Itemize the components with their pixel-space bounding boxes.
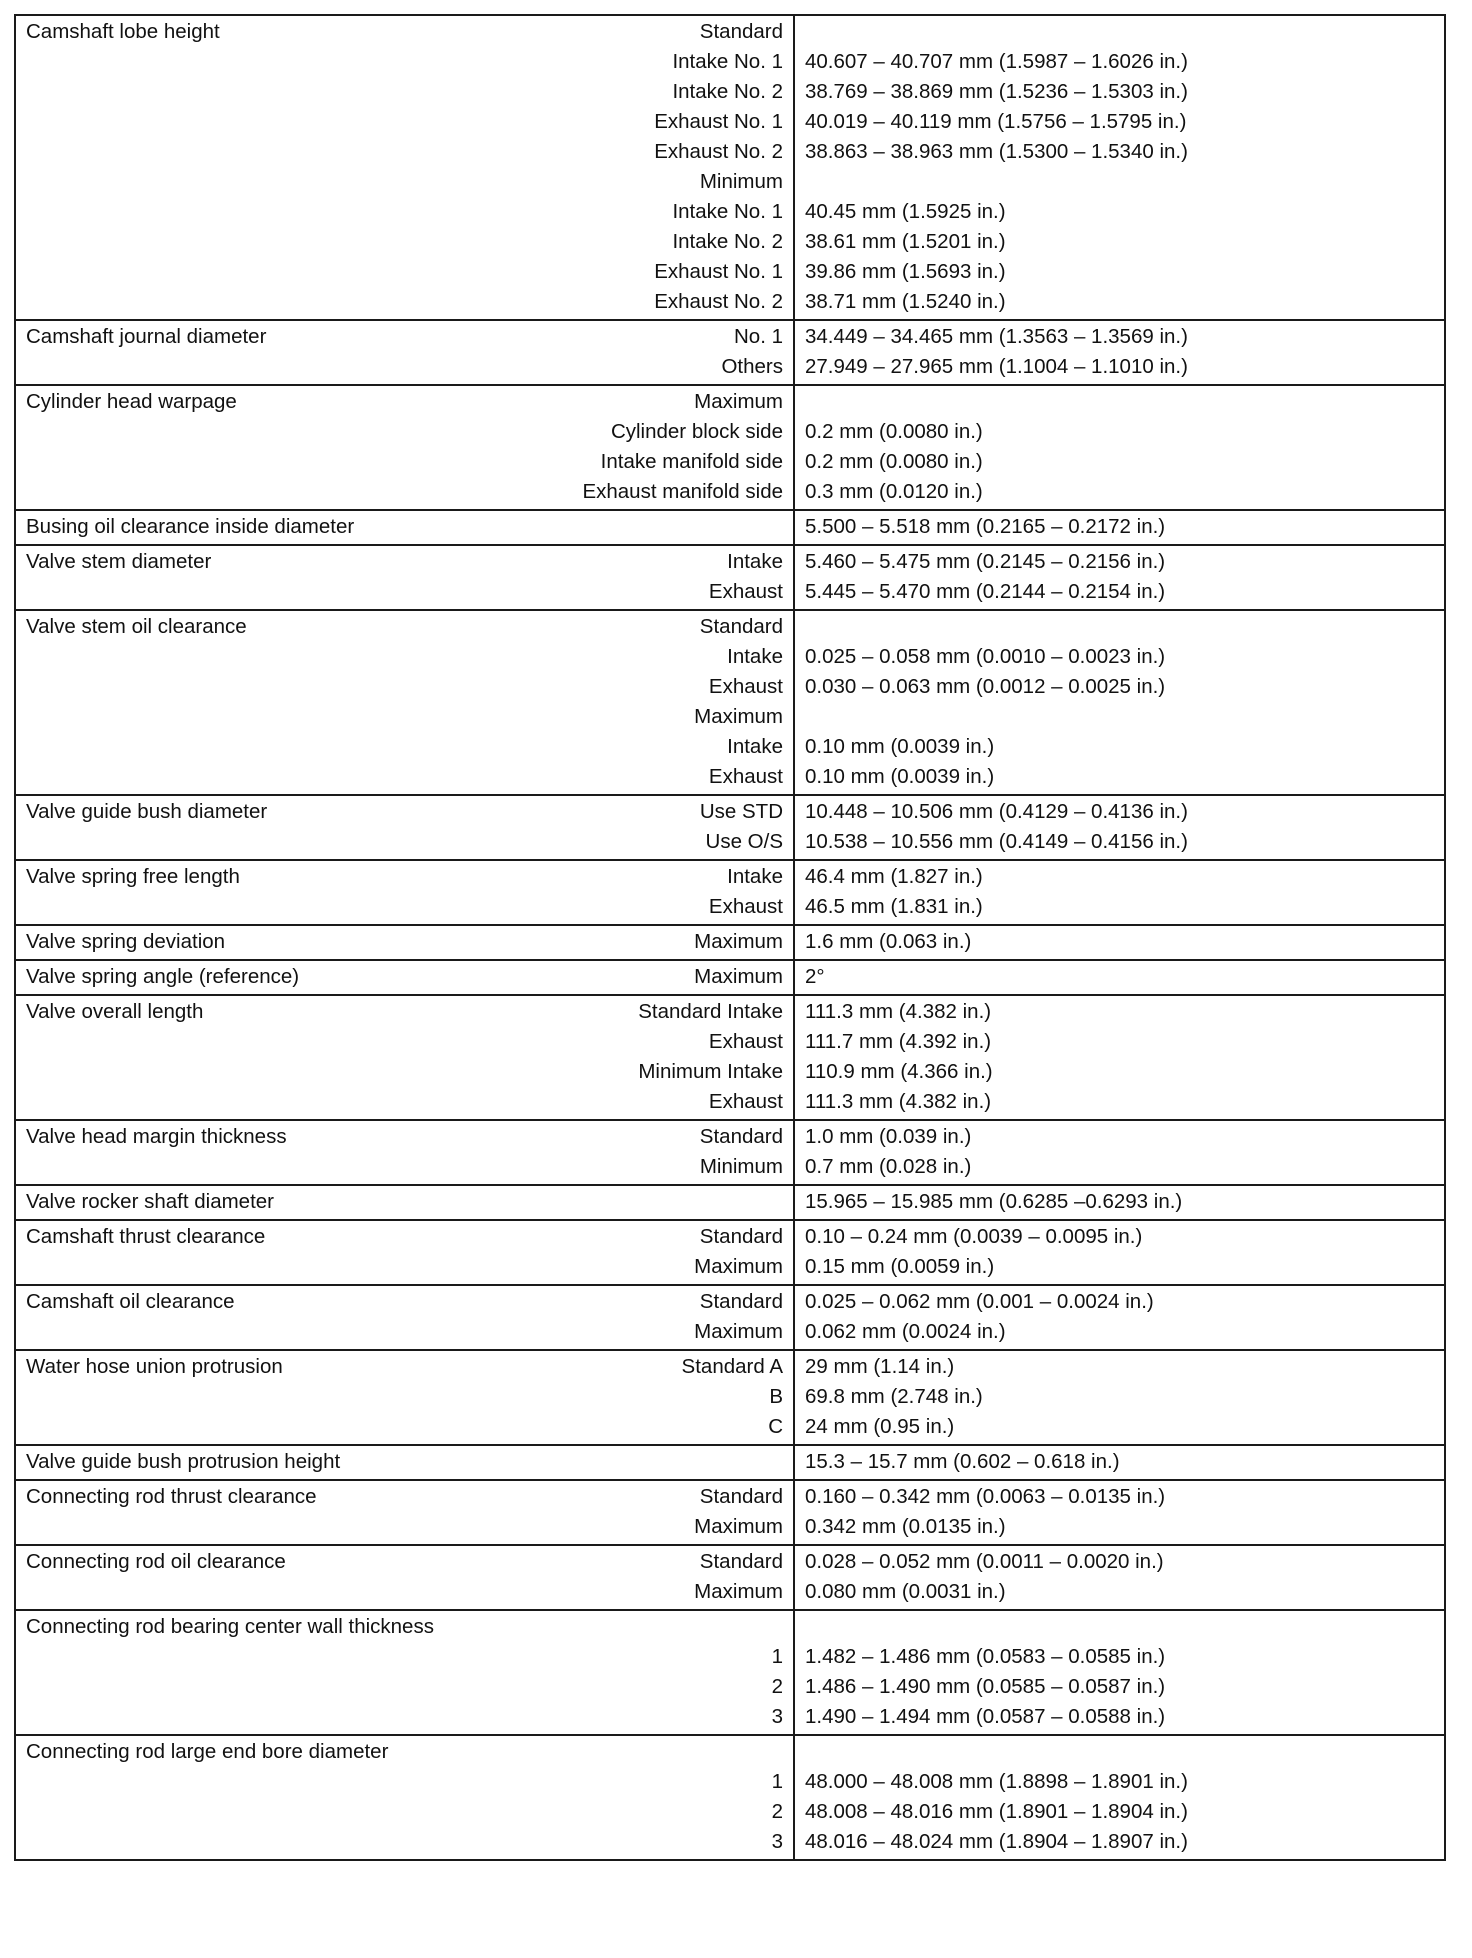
spec-condition-label: Intake No. 2 [672, 230, 783, 253]
spec-value-cell [793, 321, 1444, 384]
spec-title: Valve stem oil clearance [26, 615, 247, 638]
spec-condition-label: No. 1 [734, 325, 783, 348]
spec-value [805, 1612, 1434, 1642]
spec-value: 27.949 – 27.965 mm (1.1004 – 1.1010 in.) [805, 355, 1188, 378]
spec-value: 40.45 mm (1.5925 in.) [805, 200, 1006, 223]
spec-value: 0.160 – 0.342 mm (0.0063 – 0.0135 in.) [805, 1485, 1166, 1508]
spec-condition-label: Use STD [699, 800, 783, 823]
spec-value: 1.0 mm (0.039 in.) [805, 1125, 972, 1148]
spec-value-cell [793, 1481, 1444, 1544]
spec-value: 5.500 – 5.518 mm (0.2165 – 0.2172 in.) [805, 515, 1166, 538]
spec-row [16, 1479, 1444, 1544]
spec-title: Camshaft journal diameter [26, 325, 267, 348]
spec-value: 69.8 mm (2.748 in.) [805, 1385, 983, 1408]
spec-condition-label: Standard Intake [638, 1000, 783, 1023]
spec-name-cell [16, 611, 793, 794]
spec-value: 111.3 mm (4.382 in.) [805, 1000, 992, 1023]
spec-value-cell [793, 1546, 1444, 1609]
spec-title: Camshaft lobe height [26, 20, 220, 43]
spec-condition-label: Exhaust manifold side [582, 480, 783, 503]
spec-row [16, 959, 1444, 994]
spec-condition-label: Minimum [699, 1155, 783, 1178]
spec-value: 0.342 mm (0.0135 in.) [805, 1515, 1006, 1538]
spec-value: 1.490 – 1.494 mm (0.0587 – 0.0588 in.) [805, 1705, 1166, 1728]
spec-row [16, 994, 1444, 1119]
spec-value: 0.025 – 0.062 mm (0.001 – 0.0024 in.) [805, 1290, 1154, 1313]
spec-value: 40.019 – 40.119 mm (1.5756 – 1.5795 in.) [805, 110, 1187, 133]
spec-condition-label: Maximum [694, 705, 783, 728]
spec-value [805, 17, 1434, 47]
spec-row [16, 1544, 1444, 1609]
spec-value: 111.3 mm (4.382 in.) [805, 1090, 992, 1113]
spec-row [16, 1219, 1444, 1284]
spec-name-cell [16, 1286, 793, 1349]
spec-name-cell [16, 1186, 793, 1219]
spec-value: 38.863 – 38.963 mm (1.5300 – 1.5340 in.) [805, 140, 1188, 163]
spec-row [16, 509, 1444, 544]
spec-value-cell [793, 511, 1444, 544]
spec-value: 0.080 mm (0.0031 in.) [805, 1580, 1006, 1603]
spec-condition-label: Intake No. 1 [672, 200, 783, 223]
spec-name-cell [16, 1121, 793, 1184]
spec-title: Camshaft oil clearance [26, 1290, 235, 1313]
spec-value-cell [793, 1611, 1444, 1734]
spec-value-cell [793, 611, 1444, 794]
spec-condition-label: Minimum [699, 170, 783, 193]
spec-condition-label: Others [721, 355, 783, 378]
spec-condition-label: Standard [699, 615, 783, 638]
spec-condition-label: Exhaust No. 1 [654, 110, 783, 133]
spec-name-cell [16, 1736, 793, 1859]
spec-value-cell [793, 1186, 1444, 1219]
spec-condition-label: Standard A [681, 1355, 783, 1378]
spec-page [14, 14, 1446, 1861]
spec-row [16, 924, 1444, 959]
spec-title: Cylinder head warpage [26, 390, 237, 413]
spec-condition-label: Standard [699, 1485, 783, 1508]
spec-value: 10.538 – 10.556 mm (0.4149 – 0.4156 in.) [805, 830, 1188, 853]
spec-name-cell [16, 861, 793, 924]
spec-value: 111.7 mm (4.392 in.) [805, 1030, 992, 1053]
spec-value [805, 702, 1434, 732]
spec-value: 38.61 mm (1.5201 in.) [805, 230, 1006, 253]
spec-title: Connecting rod bearing center wall thickness [26, 1615, 434, 1638]
spec-name-cell [16, 321, 793, 384]
spec-condition-label: Intake No. 2 [672, 80, 783, 103]
spec-name-cell [16, 1351, 793, 1444]
spec-condition-label: B [769, 1385, 783, 1408]
spec-value: 0.10 – 0.24 mm (0.0039 – 0.0095 in.) [805, 1225, 1143, 1248]
spec-value: 1.6 mm (0.063 in.) [805, 930, 972, 953]
spec-condition-label: Standard [699, 20, 783, 43]
spec-row [16, 1349, 1444, 1444]
spec-title: Valve guide bush diameter [26, 800, 268, 823]
spec-value [805, 387, 1434, 417]
spec-condition-label: Intake [727, 550, 783, 573]
spec-title: Valve stem diameter [26, 550, 212, 573]
spec-value-cell [793, 926, 1444, 959]
spec-condition-label: 3 [771, 1705, 783, 1728]
spec-title: Valve rocker shaft diameter [26, 1190, 275, 1213]
spec-condition-label: Exhaust [708, 1090, 783, 1113]
spec-condition-label: Exhaust [708, 675, 783, 698]
spec-condition-label: Standard [699, 1125, 783, 1148]
spec-title: Busing oil clearance inside diameter [26, 515, 355, 538]
spec-condition-label: Intake manifold side [600, 450, 783, 473]
spec-value: 15.3 – 15.7 mm (0.602 – 0.618 in.) [805, 1450, 1120, 1473]
spec-value: 38.769 – 38.869 mm (1.5236 – 1.5303 in.) [805, 80, 1188, 103]
spec-condition-label: Exhaust [708, 765, 783, 788]
spec-condition-label: 1 [771, 1770, 783, 1793]
spec-condition-label: Standard [699, 1290, 783, 1313]
spec-title: Connecting rod oil clearance [26, 1550, 286, 1573]
spec-row [16, 1444, 1444, 1479]
spec-row [16, 1734, 1444, 1859]
spec-value [805, 167, 1434, 197]
spec-row [16, 544, 1444, 609]
spec-condition-label: 2 [771, 1675, 783, 1698]
spec-condition-label: Intake [727, 735, 783, 758]
spec-value: 46.4 mm (1.827 in.) [805, 865, 983, 888]
spec-value: 48.008 – 48.016 mm (1.8901 – 1.8904 in.) [805, 1800, 1188, 1823]
spec-title: Valve spring free length [26, 865, 240, 888]
spec-value: 0.2 mm (0.0080 in.) [805, 450, 983, 473]
spec-condition-label: Use O/S [705, 830, 783, 853]
spec-condition-label: Standard [699, 1225, 783, 1248]
spec-value: 5.445 – 5.470 mm (0.2144 – 0.2154 in.) [805, 580, 1166, 603]
spec-condition-label: Intake [727, 865, 783, 888]
spec-value: 0.3 mm (0.0120 in.) [805, 480, 983, 503]
spec-condition-label: 1 [771, 1645, 783, 1668]
spec-value: 38.71 mm (1.5240 in.) [805, 290, 1006, 313]
spec-condition-label: Maximum [694, 1320, 783, 1343]
spec-condition-label: Exhaust [708, 580, 783, 603]
spec-condition-label: Maximum [694, 930, 783, 953]
spec-value: 0.2 mm (0.0080 in.) [805, 420, 983, 443]
spec-value: 1.482 – 1.486 mm (0.0583 – 0.0585 in.) [805, 1645, 1166, 1668]
spec-condition-label: Maximum [694, 965, 783, 988]
spec-name-cell [16, 996, 793, 1119]
spec-condition-label: C [768, 1415, 783, 1438]
spec-row [16, 384, 1444, 509]
spec-value-cell [793, 1736, 1444, 1859]
spec-condition-label: Exhaust No. 2 [654, 140, 783, 163]
spec-value-cell [793, 996, 1444, 1119]
spec-value-cell [793, 386, 1444, 509]
spec-value-cell [793, 1446, 1444, 1479]
spec-value [805, 1737, 1434, 1767]
spec-condition-label: Intake No. 1 [672, 50, 783, 73]
spec-name-cell [16, 16, 793, 319]
spec-condition-label: Maximum [694, 1580, 783, 1603]
spec-value: 34.449 – 34.465 mm (1.3563 – 1.3569 in.) [805, 325, 1188, 348]
spec-title: Valve guide bush protrusion height [26, 1450, 341, 1473]
spec-value: 29 mm (1.14 in.) [805, 1355, 955, 1378]
spec-value-cell [793, 546, 1444, 609]
spec-name-cell [16, 961, 793, 994]
spec-name-cell [16, 1611, 793, 1734]
spec-value-cell [793, 961, 1444, 994]
spec-title: Camshaft thrust clearance [26, 1225, 266, 1248]
spec-value: 0.028 – 0.052 mm (0.0011 – 0.0020 in.) [805, 1550, 1164, 1573]
spec-name-cell [16, 386, 793, 509]
spec-value: 48.000 – 48.008 mm (1.8898 – 1.8901 in.) [805, 1770, 1188, 1793]
spec-condition-label: Maximum [694, 1515, 783, 1538]
spec-title: Connecting rod large end bore diameter [26, 1740, 389, 1763]
spec-name-cell [16, 511, 793, 544]
spec-title: Valve overall length [26, 1000, 204, 1023]
spec-condition-label: Maximum [694, 390, 783, 413]
spec-row [16, 1284, 1444, 1349]
spec-name-cell [16, 1221, 793, 1284]
spec-condition-label: Cylinder block side [610, 420, 783, 443]
spec-condition-label: 2 [771, 1800, 783, 1823]
spec-value: 0.10 mm (0.0039 in.) [805, 735, 995, 758]
spec-name-cell [16, 796, 793, 859]
spec-name-cell [16, 1446, 793, 1479]
spec-value: 2° [805, 965, 825, 988]
spec-title: Valve spring deviation [26, 930, 226, 953]
spec-condition-label: Standard [699, 1550, 783, 1573]
spec-condition-label: Exhaust [708, 895, 783, 918]
spec-value: 40.607 – 40.707 mm (1.5987 – 1.6026 in.) [805, 50, 1188, 73]
spec-row [16, 1184, 1444, 1219]
spec-value: 1.486 – 1.490 mm (0.0585 – 0.0587 in.) [805, 1675, 1166, 1698]
spec-row [16, 319, 1444, 384]
spec-title: Valve head margin thickness [26, 1125, 287, 1148]
spec-name-cell [16, 1481, 793, 1544]
spec-condition-label: Maximum [694, 1255, 783, 1278]
spec-title: Water hose union protrusion [26, 1355, 283, 1378]
spec-row [16, 1609, 1444, 1734]
spec-value [805, 612, 1434, 642]
spec-value: 0.10 mm (0.0039 in.) [805, 765, 995, 788]
spec-name-cell [16, 926, 793, 959]
spec-name-cell [16, 546, 793, 609]
spec-value: 10.448 – 10.506 mm (0.4129 – 0.4136 in.) [805, 800, 1188, 823]
spec-row [16, 16, 1444, 319]
spec-name-cell [16, 1546, 793, 1609]
spec-row [16, 794, 1444, 859]
spec-value: 0.062 mm (0.0024 in.) [805, 1320, 1006, 1343]
spec-condition-label: Intake [727, 645, 783, 668]
spec-value: 39.86 mm (1.5693 in.) [805, 260, 1006, 283]
spec-condition-label: Exhaust [708, 1030, 783, 1053]
spec-condition-label: Exhaust No. 1 [654, 260, 783, 283]
spec-value-cell [793, 796, 1444, 859]
spec-condition-label: Minimum Intake [638, 1060, 783, 1083]
spec-condition-label: 3 [771, 1830, 783, 1853]
spec-value: 48.016 – 48.024 mm (1.8904 – 1.8907 in.) [805, 1830, 1188, 1853]
spec-value-cell [793, 861, 1444, 924]
spec-value: 15.965 – 15.985 mm (0.6285 –0.6293 in.) [805, 1190, 1183, 1213]
spec-title: Valve spring angle (reference) [26, 965, 300, 988]
spec-value: 5.460 – 5.475 mm (0.2145 – 0.2156 in.) [805, 550, 1166, 573]
spec-value: 110.9 mm (4.366 in.) [805, 1060, 993, 1083]
spec-title: Connecting rod thrust clearance [26, 1485, 317, 1508]
spec-value-cell [793, 1351, 1444, 1444]
spec-value: 0.030 – 0.063 mm (0.0012 – 0.0025 in.) [805, 675, 1166, 698]
spec-value: 46.5 mm (1.831 in.) [805, 895, 983, 918]
spec-row [16, 1119, 1444, 1184]
spec-value-cell [793, 1121, 1444, 1184]
spec-value: 24 mm (0.95 in.) [805, 1415, 955, 1438]
spec-row [16, 859, 1444, 924]
spec-value-cell [793, 16, 1444, 319]
spec-value: 0.025 – 0.058 mm (0.0010 – 0.0023 in.) [805, 645, 1166, 668]
spec-table [14, 14, 1446, 1861]
spec-value: 0.7 mm (0.028 in.) [805, 1155, 972, 1178]
spec-value-cell [793, 1286, 1444, 1349]
spec-value-cell [793, 1221, 1444, 1284]
spec-condition-label: Exhaust No. 2 [654, 290, 783, 313]
spec-value: 0.15 mm (0.0059 in.) [805, 1255, 995, 1278]
spec-row [16, 609, 1444, 794]
